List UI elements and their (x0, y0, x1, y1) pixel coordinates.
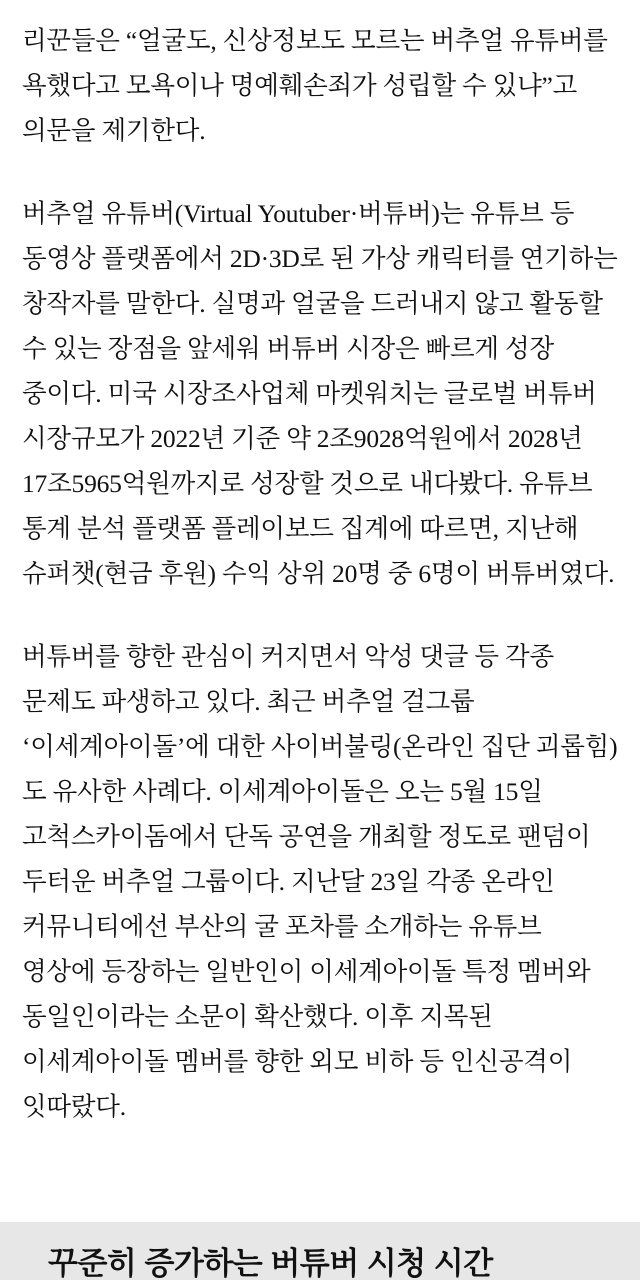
article-paragraph-2: 버추얼 유튜버(Virtual Youtuber·버튜버)는 유튜브 등 동영상 플랫폼에서 2D·3D로 된 가상 캐릭터를 연기하는 창작자를 말한다. 실명과 얼굴을 드러내지 않고 활동할 수 있는 장점을 앞세워 버튜버 시장은 빠르게 성장 중이다. 미국 시장조사업체 마켓워치는 글로벌 버튜버 시장규모가 2022년 기준 약 2조9028억원에서 2028년 17조5965억원까지로 성장할 것으로 내다봤다. 유튜브 통계 분석 플랫폼 플레이보드 집계에 따르면, 지난해 슈퍼챗(현금 후원) 수익 상위 20명 중 6명이 버튜버였다. (22, 199, 618, 588)
figure-banner (0, 1222, 640, 1280)
article-paragraph-1: 리꾼들은 “얼굴도, 신상정보도 모르는 버추얼 유튜버를 욕했다고 모욕이나 명예훼손죄가 성립할 수 있냐”고 의문을 제기한다. (22, 26, 608, 145)
article-paragraph-3: 버튜버를 향한 관심이 커지면서 악성 댓글 등 각종 문제도 파생하고 있다. 최근 버추얼 걸그룹 ‘이세계아이돌’에 대한 사이버불링(온라인 집단 괴롭힘)도 유사한 사례다. 이세계아이돌은 오는 5월 15일 고척스카이돔에서 단독 공연을 개최할 정도로 팬덤이 두터운 버추얼 그룹이다. 지난달 23일 각종 온라인 커뮤니티에선 부산의 굴 포차를 소개하는 유튜브 영상에 등장하는 일반인이 이세계아이돌 특정 멤버와 동일인이라는 소문이 확산했다. 이후 지목된 이세계아이돌 멤버를 향한 외모 비하 등 인신공격이 잇따랐다. (22, 642, 618, 1121)
figure-title: 꾸준히 증가하는 버튜버 시청 시간 (48, 1246, 493, 1280)
